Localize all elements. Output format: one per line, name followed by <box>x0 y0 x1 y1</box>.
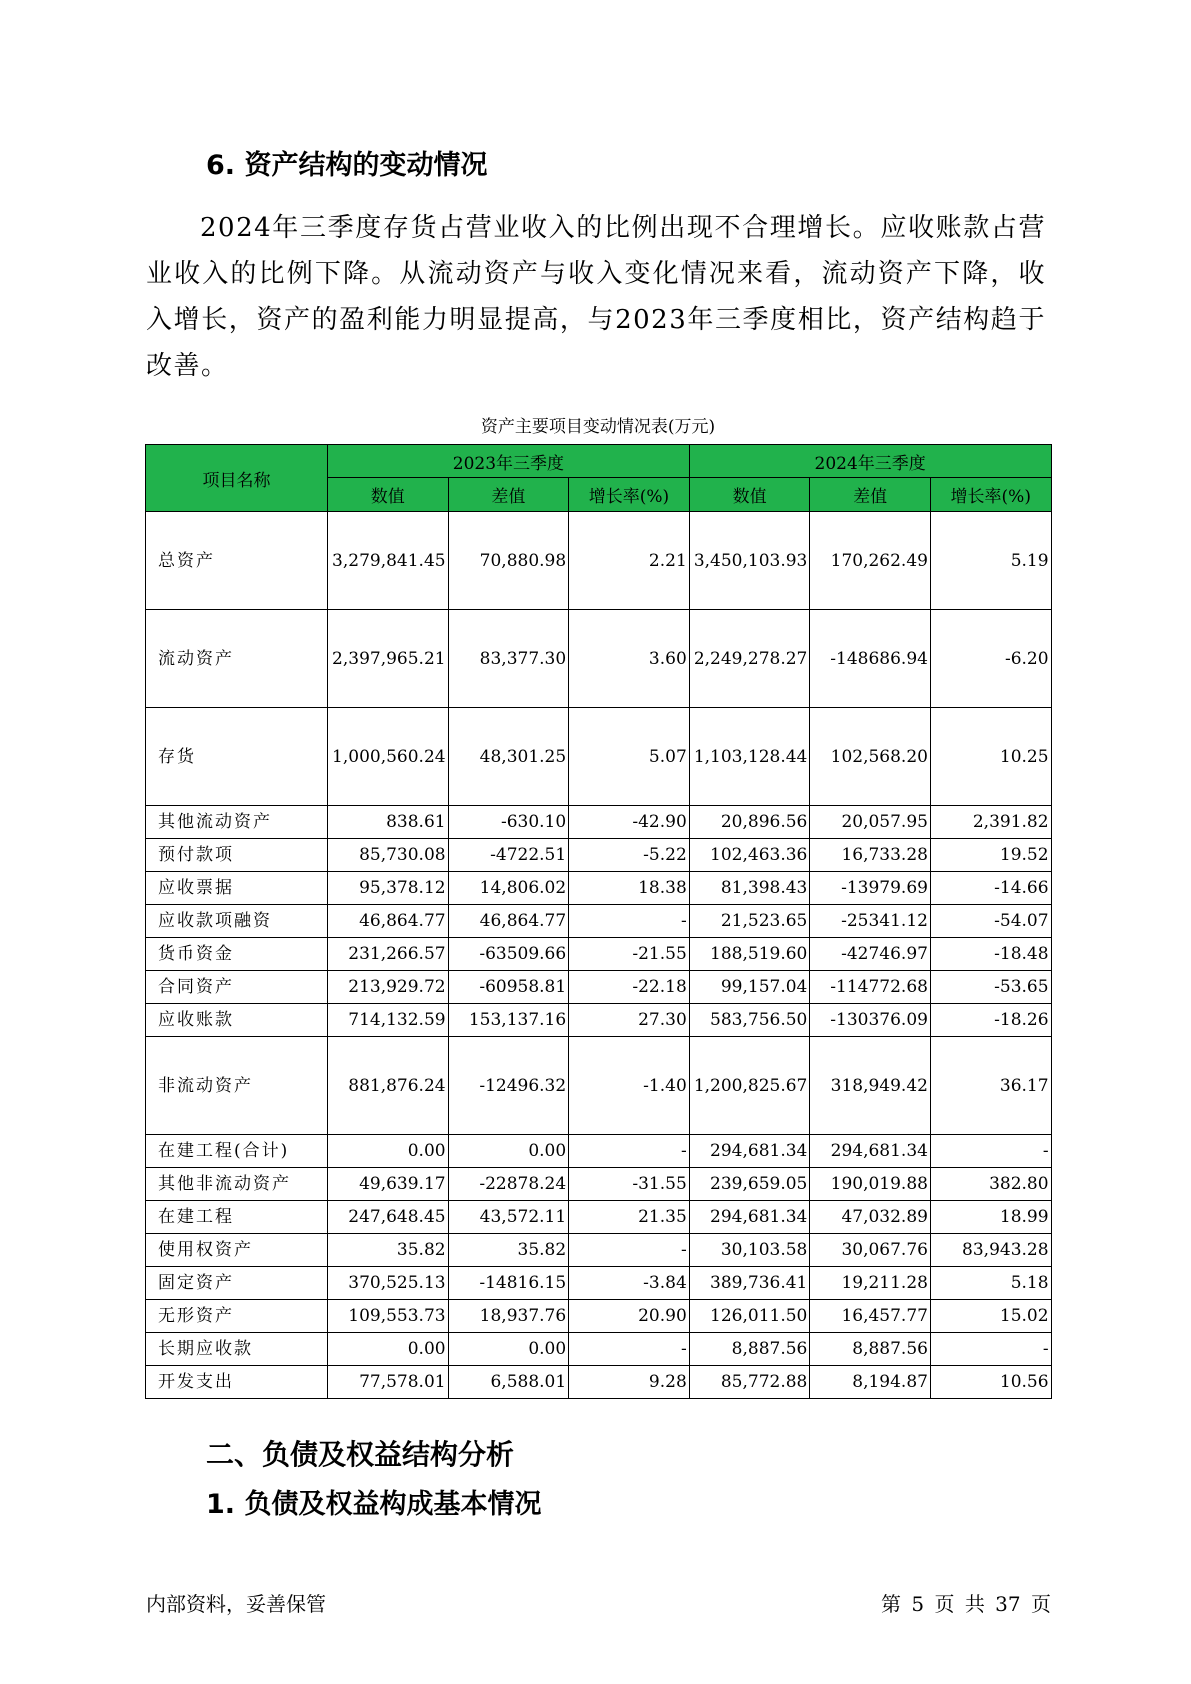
cell-d24: 30,067.76 <box>810 1234 931 1267</box>
row-item-name: 应收票据 <box>146 872 328 905</box>
cell-d23: 46,864.77 <box>448 905 569 938</box>
row-item-name: 预付款项 <box>146 839 328 872</box>
cell-d23: 0.00 <box>448 1333 569 1366</box>
row-item-name: 固定资产 <box>146 1267 328 1300</box>
cell-g23: 20.90 <box>569 1300 690 1333</box>
cell-g24: 10.56 <box>930 1366 1051 1399</box>
cell-v24: 294,681.34 <box>689 1201 810 1234</box>
cell-g24: -18.26 <box>930 1004 1051 1037</box>
cell-d23: -63509.66 <box>448 938 569 971</box>
cell-g24: -14.66 <box>930 872 1051 905</box>
cell-g23: 2.21 <box>569 512 690 610</box>
footer-page-number: 第 5 页 共 37 页 <box>881 1592 1051 1616</box>
row-item-name: 开发支出 <box>146 1366 328 1399</box>
cell-g23: -22.18 <box>569 971 690 1004</box>
cell-v24: 81,398.43 <box>689 872 810 905</box>
cell-v23: 231,266.57 <box>328 938 449 971</box>
cell-d24: 8,194.87 <box>810 1366 931 1399</box>
intro-paragraph: 2024年三季度存货占营业收入的比例出现不合理增长。应收账款占营业收入的比例下降。从流动资产与收入变化情况来看，流动资产下降，收入增长，资产的盈利能力明显提高，与2023年三季度相比，资产结构趋于改善。 <box>146 213 1046 381</box>
row-item-name: 其他非流动资产 <box>146 1168 328 1201</box>
cell-d23: 153,137.16 <box>448 1004 569 1037</box>
row-item-name: 应收款项融资 <box>146 905 328 938</box>
cell-v24: 8,887.56 <box>689 1333 810 1366</box>
row-item-name: 在建工程(合计) <box>146 1135 328 1168</box>
table-row <box>146 512 1052 610</box>
header-period-2024: 2024年三季度 <box>689 445 1051 478</box>
cell-d24: 8,887.56 <box>810 1333 931 1366</box>
cell-d24: 170,262.49 <box>810 512 931 610</box>
cell-g24: 10.25 <box>930 708 1051 806</box>
cell-v24: 85,772.88 <box>689 1366 810 1399</box>
cell-g23: - <box>569 905 690 938</box>
section-h3-liabilities-equity-composition: 1. 负债及权益构成基本情况 <box>206 1489 542 1520</box>
row-item-name: 流动资产 <box>146 610 328 708</box>
cell-g24: 382.80 <box>930 1168 1051 1201</box>
cell-d23: 43,572.11 <box>448 1201 569 1234</box>
header-value-2023: 数值 <box>328 478 449 512</box>
cell-g24: -6.20 <box>930 610 1051 708</box>
header-period-2023: 2023年三季度 <box>328 445 690 478</box>
cell-v24: 126,011.50 <box>689 1300 810 1333</box>
cell-d23: 6,588.01 <box>448 1366 569 1399</box>
cell-d23: 14,806.02 <box>448 872 569 905</box>
row-item-name: 在建工程 <box>146 1201 328 1234</box>
cell-v24: 3,450,103.93 <box>689 512 810 610</box>
cell-v24: 188,519.60 <box>689 938 810 971</box>
table-row <box>146 872 1052 905</box>
cell-g23: -3.84 <box>569 1267 690 1300</box>
cell-g24: 5.18 <box>930 1267 1051 1300</box>
cell-d24: -148686.94 <box>810 610 931 708</box>
cell-g24: 15.02 <box>930 1300 1051 1333</box>
cell-g24: 19.52 <box>930 839 1051 872</box>
row-item-name: 其他流动资产 <box>146 806 328 839</box>
row-item-name: 使用权资产 <box>146 1234 328 1267</box>
cell-g23: -31.55 <box>569 1168 690 1201</box>
cell-d24: 20,057.95 <box>810 806 931 839</box>
cell-d24: 47,032.89 <box>810 1201 931 1234</box>
table-row <box>146 1168 1052 1201</box>
cell-g23: 27.30 <box>569 1004 690 1037</box>
table-row <box>146 1234 1052 1267</box>
cell-g23: 3.60 <box>569 610 690 708</box>
cell-v23: 0.00 <box>328 1135 449 1168</box>
cell-v24: 30,103.58 <box>689 1234 810 1267</box>
row-item-name: 应收账款 <box>146 1004 328 1037</box>
cell-v24: 294,681.34 <box>689 1135 810 1168</box>
cell-v24: 2,249,278.27 <box>689 610 810 708</box>
cell-v24: 583,756.50 <box>689 1004 810 1037</box>
cell-d23: 83,377.30 <box>448 610 569 708</box>
cell-v24: 1,200,825.67 <box>689 1037 810 1135</box>
cell-g24: - <box>930 1333 1051 1366</box>
table-row <box>146 1201 1052 1234</box>
cell-d24: -130376.09 <box>810 1004 931 1037</box>
cell-d24: 16,457.77 <box>810 1300 931 1333</box>
table-row <box>146 1333 1052 1366</box>
cell-v24: 20,896.56 <box>689 806 810 839</box>
cell-d24: -114772.68 <box>810 971 931 1004</box>
cell-g23: -5.22 <box>569 839 690 872</box>
cell-d23: -14816.15 <box>448 1267 569 1300</box>
cell-v23: 213,929.72 <box>328 971 449 1004</box>
table-row <box>146 708 1052 806</box>
row-item-name: 货币资金 <box>146 938 328 971</box>
cell-v23: 2,397,965.21 <box>328 610 449 708</box>
cell-g23: 21.35 <box>569 1201 690 1234</box>
cell-v23: 838.61 <box>328 806 449 839</box>
cell-v24: 21,523.65 <box>689 905 810 938</box>
cell-g23: -42.90 <box>569 806 690 839</box>
cell-v23: 77,578.01 <box>328 1366 449 1399</box>
cell-v23: 714,132.59 <box>328 1004 449 1037</box>
table-row <box>146 1135 1052 1168</box>
cell-v23: 247,648.45 <box>328 1201 449 1234</box>
cell-g23: - <box>569 1333 690 1366</box>
cell-d23: -60958.81 <box>448 971 569 1004</box>
table-row <box>146 1300 1052 1333</box>
cell-d24: 190,019.88 <box>810 1168 931 1201</box>
cell-d24: -13979.69 <box>810 872 931 905</box>
header-diff-2023: 差值 <box>448 478 569 512</box>
table-row <box>146 806 1052 839</box>
table-body <box>146 512 1052 1399</box>
cell-d24: 102,568.20 <box>810 708 931 806</box>
cell-g24: -18.48 <box>930 938 1051 971</box>
cell-d24: 19,211.28 <box>810 1267 931 1300</box>
cell-v24: 102,463.36 <box>689 839 810 872</box>
cell-d23: 70,880.98 <box>448 512 569 610</box>
table-caption: 资产主要项目变动情况表(万元) <box>480 417 716 437</box>
cell-d24: 318,949.42 <box>810 1037 931 1135</box>
table-row <box>146 938 1052 971</box>
table-row <box>146 905 1052 938</box>
cell-g23: - <box>569 1135 690 1168</box>
row-item-name: 总资产 <box>146 512 328 610</box>
cell-d24: -25341.12 <box>810 905 931 938</box>
cell-d23: -22878.24 <box>448 1168 569 1201</box>
cell-v23: 3,279,841.45 <box>328 512 449 610</box>
cell-d23: -12496.32 <box>448 1037 569 1135</box>
cell-g24: 18.99 <box>930 1201 1051 1234</box>
cell-g23: 9.28 <box>569 1366 690 1399</box>
cell-v23: 1,000,560.24 <box>328 708 449 806</box>
cell-v23: 370,525.13 <box>328 1267 449 1300</box>
header-value-2024: 数值 <box>689 478 810 512</box>
cell-g24: 2,391.82 <box>930 806 1051 839</box>
cell-g24: -54.07 <box>930 905 1051 938</box>
row-item-name: 长期应收款 <box>146 1333 328 1366</box>
cell-d23: 48,301.25 <box>448 708 569 806</box>
section-h2-liabilities-equity: 二、负债及权益结构分析 <box>206 1438 515 1471</box>
cell-g24: 83,943.28 <box>930 1234 1051 1267</box>
cell-v23: 49,639.17 <box>328 1168 449 1201</box>
cell-d24: 16,733.28 <box>810 839 931 872</box>
footer-confidential-note: 内部资料，妥善保管 <box>146 1592 326 1616</box>
cell-d24: 294,681.34 <box>810 1135 931 1168</box>
header-growth-2024: 增长率(%) <box>930 478 1051 512</box>
section-heading: 6. 资产结构的变动情况 <box>206 150 488 181</box>
row-item-name: 合同资产 <box>146 971 328 1004</box>
cell-g23: 5.07 <box>569 708 690 806</box>
cell-g23: -1.40 <box>569 1037 690 1135</box>
cell-d23: -4722.51 <box>448 839 569 872</box>
header-diff-2024: 差值 <box>810 478 931 512</box>
cell-v23: 881,876.24 <box>328 1037 449 1135</box>
table-row <box>146 1037 1052 1135</box>
cell-d23: 0.00 <box>448 1135 569 1168</box>
cell-v23: 35.82 <box>328 1234 449 1267</box>
cell-g23: - <box>569 1234 690 1267</box>
cell-v23: 95,378.12 <box>328 872 449 905</box>
cell-d23: 18,937.76 <box>448 1300 569 1333</box>
table-row <box>146 1004 1052 1037</box>
table-row <box>146 1267 1052 1300</box>
cell-d23: -630.10 <box>448 806 569 839</box>
cell-v23: 46,864.77 <box>328 905 449 938</box>
cell-v24: 239,659.05 <box>689 1168 810 1201</box>
table-row <box>146 971 1052 1004</box>
cell-g23: -21.55 <box>569 938 690 971</box>
cell-g24: - <box>930 1135 1051 1168</box>
row-item-name: 无形资产 <box>146 1300 328 1333</box>
asset-change-table <box>145 444 1052 1399</box>
cell-d23: 35.82 <box>448 1234 569 1267</box>
cell-v23: 109,553.73 <box>328 1300 449 1333</box>
cell-g24: 5.19 <box>930 512 1051 610</box>
table-row <box>146 610 1052 708</box>
header-growth-2023: 增长率(%) <box>569 478 690 512</box>
header-item-name: 项目名称 <box>146 445 328 512</box>
cell-g24: -53.65 <box>930 971 1051 1004</box>
cell-v23: 0.00 <box>328 1333 449 1366</box>
cell-g23: 18.38 <box>569 872 690 905</box>
cell-v24: 1,103,128.44 <box>689 708 810 806</box>
cell-v23: 85,730.08 <box>328 839 449 872</box>
row-item-name: 非流动资产 <box>146 1037 328 1135</box>
row-item-name: 存货 <box>146 708 328 806</box>
cell-v24: 99,157.04 <box>689 971 810 1004</box>
cell-d24: -42746.97 <box>810 938 931 971</box>
cell-g24: 36.17 <box>930 1037 1051 1135</box>
cell-v24: 389,736.41 <box>689 1267 810 1300</box>
table-row <box>146 1366 1052 1399</box>
table-row <box>146 839 1052 872</box>
